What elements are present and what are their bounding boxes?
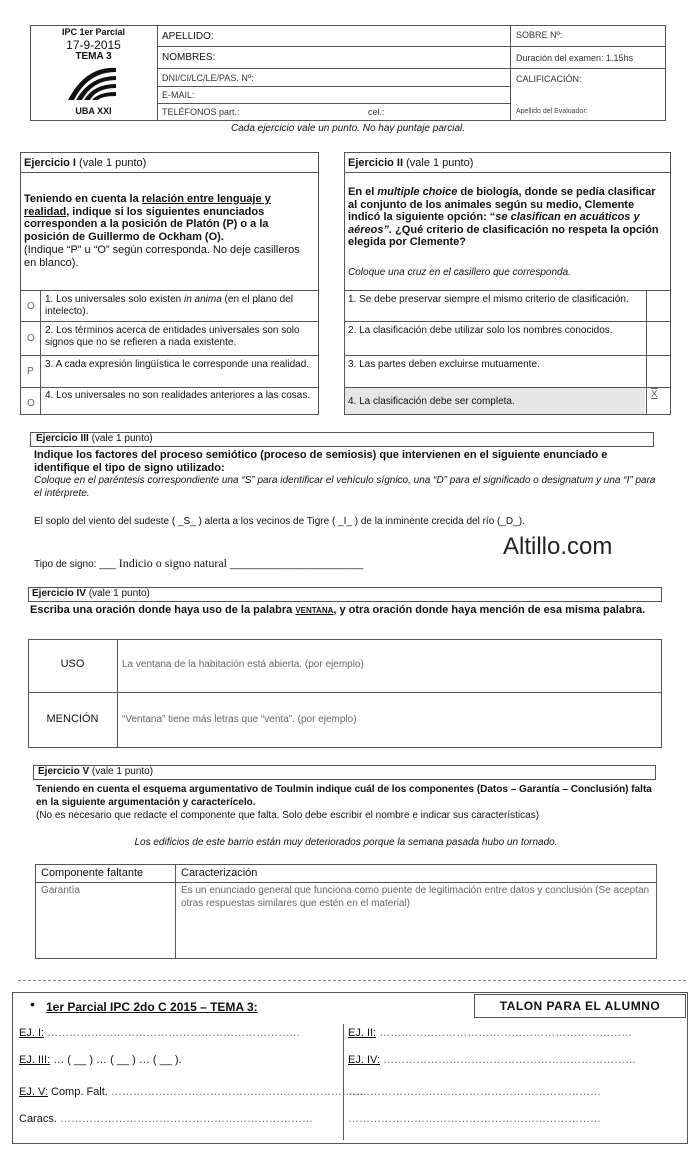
- talon-ej5-label: EJ. V:: [19, 1086, 48, 1098]
- ej5-col-caracterizacion: Caracterización: [181, 867, 258, 879]
- talon-ej2-dots[interactable]: ……………………………………………………………: [379, 1027, 633, 1039]
- ej5-value: (vale 1 punto): [91, 766, 154, 777]
- exam-tema: TEMA 3: [75, 51, 112, 62]
- ej5-instructions: Teniendo en cuenta el esquema argumentativo de Toulmin indique cuál de los componentes (Datos – Garantía – Conclusión) falta en la siguiente argumentación y caracterícelo.: [36, 784, 652, 808]
- ej3-tipo-label: Tipo de signo: ___: [34, 559, 116, 570]
- ej1-item-1: 1. Los universales solo existen in anima (en el plano del intelecto).: [45, 294, 293, 317]
- field-nombres[interactable]: NOMBRES:: [162, 52, 216, 63]
- ej4-table: [28, 639, 662, 748]
- ej2-item-4: 4. La clasificación debe ser completa.: [348, 396, 515, 407]
- ej4-value: (vale 1 punto): [88, 588, 150, 599]
- ej5-component-answer[interactable]: Garantía: [41, 885, 80, 896]
- talon-ej4-label: EJ. IV:: [348, 1054, 380, 1066]
- ej5-col-component: Componente faltante: [41, 867, 144, 879]
- ej1-value: (vale 1 punto): [79, 157, 147, 169]
- altillo-watermark: Altillo.com: [503, 533, 613, 560]
- ej4-uso-answer[interactable]: La ventana de la habitación está abierta. (por ejemplo): [122, 659, 364, 670]
- uba-logo-icon: [66, 64, 118, 102]
- ej1-item-4: 4. Los universales no son realidades anteriores a las cosas.: [45, 390, 311, 401]
- ej1-item-3: 3. A cada expresión lingüística le corresponde una realidad.: [45, 359, 310, 370]
- talon-ej5-dots[interactable]: ……………………………………………………………: [110, 1086, 364, 1098]
- ej3-instructions: Indique los factores del proceso semiótico (proceso de semiosis) que intervienen en el siguiente enunciado e identifique el tipo de signo utilizado:: [34, 449, 608, 474]
- ej3-title: Ejercicio III: [36, 433, 89, 444]
- ej4-mencion-answer[interactable]: “Ventana” tiene más letras que “venta”. (por ejemplo): [122, 714, 357, 725]
- field-sobre: SOBRE Nº:: [516, 30, 563, 40]
- ej1-frame: [20, 152, 319, 415]
- talon-ej4-dots-3[interactable]: ……………………………………………………………: [348, 1113, 601, 1125]
- ej2-note: Coloque una cruz en el casillero que corresponda.: [348, 267, 571, 278]
- ej2-title: Ejercicio II: [348, 157, 404, 169]
- ej2-item-2: 2. La clasificación debe utilizar solo los nombres conocidos.: [348, 325, 613, 336]
- talon-ej3-blanks[interactable]: … ( __ ) … ( __ ) … ( __ ).: [53, 1054, 182, 1066]
- field-calificacion: CALIFICACIÓN:: [516, 74, 582, 84]
- ej1-answer-1[interactable]: O: [27, 301, 35, 312]
- ej2-item-1: 1. Se debe preservar siempre el mismo criterio de clasificación.: [348, 294, 629, 305]
- ej2-instructions: En el multiple choice de biología, donde se pedía clasificar al conjunto de los animales según su medio, Clemente indicó la siguiente opción: “se clasifican en acuáticos y aéreos”. ¿Qué criterio de clasificación no respeta la opción elegida por Clemente?: [348, 186, 659, 248]
- ej5-title: Ejercicio V: [38, 766, 90, 777]
- exam-date: 17-9-2015: [66, 38, 121, 52]
- talon-bullet: •: [30, 996, 35, 1012]
- field-telefonos[interactable]: TELÉFONOS part.:: [162, 107, 240, 117]
- ej3-tipo-line: ________________________: [229, 559, 364, 570]
- ej2-answer-4[interactable]: X: [651, 389, 658, 400]
- field-cel[interactable]: cel.:: [368, 107, 385, 117]
- ej1-title: Ejercicio I: [24, 157, 76, 169]
- ej5-caracterizacion-answer[interactable]: Es un enunciado general que funciona como puente de legitimación entre datos y conclusión (Se aceptan otras respuestas similares que estén en el material): [181, 885, 650, 909]
- ej2-item-3: 3. Las partes deben excluirse mutuamente.: [348, 359, 540, 370]
- talon-caracs-dots[interactable]: ……………………………………………………………: [59, 1113, 313, 1125]
- field-email[interactable]: E-MAIL:: [162, 90, 195, 100]
- cut-line: [18, 980, 686, 981]
- talon-badge: TALON PARA EL ALUMNO: [499, 999, 661, 1013]
- talon-ej1-label: EJ. I:: [19, 1027, 45, 1039]
- logo-text: UBA XXI: [75, 106, 112, 116]
- talon-caracs-label: Caracs.: [19, 1113, 57, 1125]
- ej2-value: (vale 1 punto): [406, 157, 474, 169]
- ej3-tipo-answer[interactable]: Indicio o signo natural: [118, 556, 228, 570]
- exam-name: IPC 1er Parcial: [61, 27, 126, 37]
- ej4-instructions: Escriba una oración donde haya uso de la palabra VENTANA, y otra oración donde haya mención de esa misma palabra.: [30, 604, 646, 616]
- ej3-note: Coloque en el paréntesis correspondiente una “S” para identificar el vehículo sígnico, una “D” para el significado o designatum y una “I” para el intérprete.: [34, 475, 656, 499]
- talon-ej4-dots-2[interactable]: ……………………………………………………………: [348, 1086, 601, 1098]
- ej3-sentence: El soplo del viento del sudeste ( _S_ ) alerta a los vecinos de Tigre ( _I_ ) de la inminente crecida del río (_D_).: [34, 516, 525, 527]
- field-dni[interactable]: DNI/CI/LC/LE/PAS. Nº:: [162, 73, 254, 83]
- ej1-answer-2[interactable]: O: [27, 333, 35, 344]
- talon-ej1-dots[interactable]: ……………………………………………………………: [47, 1027, 301, 1039]
- ej1-note: (Indique “P” u “O” según corresponda. No deje casilleros en blanco).: [24, 244, 300, 269]
- ej4-uso-label: USO: [60, 658, 85, 670]
- talon-ej5-comp: Comp. Falt.: [51, 1086, 108, 1098]
- ej1-item-2: 2. Los términos acerca de entidades universales son solo signos que no se refieren a nada existente.: [45, 325, 300, 348]
- field-evaluador: Apellido del Evaluador:: [516, 108, 588, 115]
- ej1-answer-4[interactable]: O: [27, 398, 35, 409]
- ej1-answer-3[interactable]: P: [27, 366, 34, 377]
- talon-ej3-label: EJ. III:: [19, 1054, 51, 1066]
- ej3-value: (vale 1 punto): [91, 433, 153, 444]
- ej5-note: (No es necesario que redacte el componente que falta. Solo debe escribir el nombre e indicar sus características): [36, 810, 540, 821]
- scoring-note: Cada ejercicio vale un punto. No hay puntaje parcial.: [230, 123, 466, 134]
- ej4-mencion-label: MENCIÓN: [46, 713, 99, 725]
- talon-ej2-label: EJ. II:: [348, 1027, 377, 1039]
- talon-title: 1er Parcial IPC 2do C 2015 – TEMA 3:: [46, 1000, 258, 1014]
- field-apellido[interactable]: APELLIDO:: [162, 31, 214, 42]
- ej4-title: Ejercicio IV: [32, 588, 86, 599]
- exam-duration: Duración del examen: 1.15hs: [516, 53, 634, 63]
- talon-ej4-dots[interactable]: ……………………………………………………………: [383, 1054, 637, 1066]
- ej5-argument: Los edificios de este barrio están muy deteriorados porque la semana pasada hubo un tornado.: [134, 837, 558, 848]
- ej1-instructions: Teniendo en cuenta la relación entre lenguaje y realidad, indique si los siguientes enunciados corresponden a la posición de Platón (P) o a la posición de Guillermo de Ockham (O).: [24, 193, 271, 243]
